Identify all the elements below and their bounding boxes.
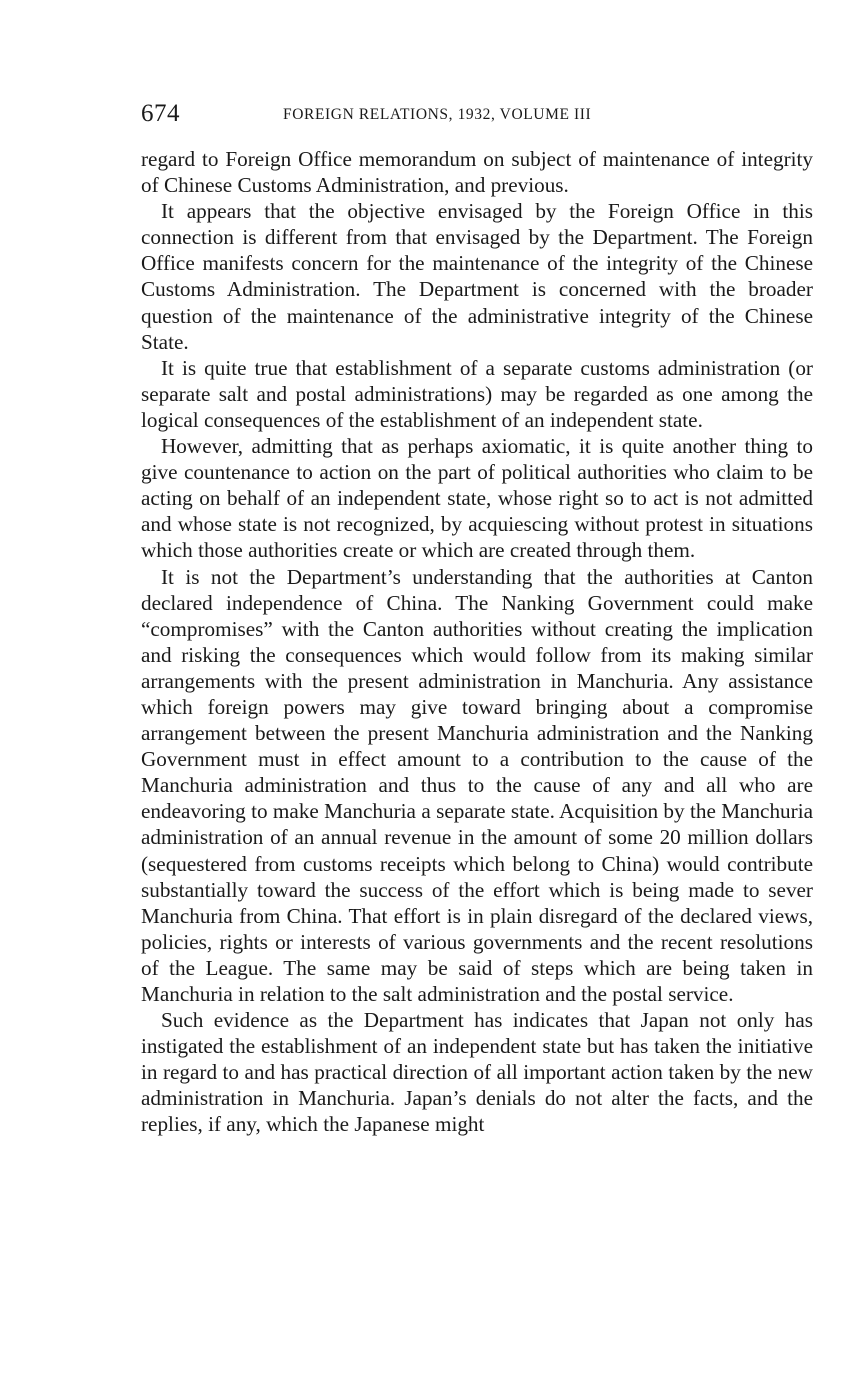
paragraph-countenance: However, admitting that as perhaps axiomatic, it is quite another thing to give countenance to action on the part of political authorities who claim to be acting on behalf of an independent state, whose right so to act is not admitted and whose state is not recognized, by acquiescing without protest in situations which those authorities create or which are created through them. — [141, 434, 813, 563]
paragraph-japan-evidence: Such evidence as the Department has indicates that Japan not only has instigated the establishment of an independent state but has taken the initiative in regard to and has practical direction of all important action taken by the new administration in Manchuria. Japan’s denials do not alter the facts, and the replies, if any, which the Japanese might — [141, 1008, 813, 1137]
paragraph-objective: It appears that the objective envisaged by the Foreign Office in this connection is different from that envisaged by the Department. The Foreign Office manifests concern for the maintenance of the integrity of the Chinese Customs Administration. The Department is concerned with the broader question of the maintenance of the administrative integrity of the Chinese State. — [141, 199, 813, 354]
body-text — [141, 146, 813, 1138]
paragraph-continuation: regard to Foreign Office memorandum on subject of maintenance of integrity of Chinese Customs Administration, and previous. — [141, 147, 813, 198]
paragraph-separate-customs: It is quite true that establishment of a separate customs administration (or separate salt and postal administrations) may be regarded as one among the logical consequences of the establishment of an independent state. — [141, 355, 813, 432]
running-title: FOREIGN RELATIONS, 1932, VOLUME III — [283, 106, 592, 123]
page-header — [141, 100, 813, 136]
paragraph-canton: It is not the Department’s understanding that the authorities at Canton declared independence of China. The Nanking Government could make “compromises” with the Canton authorities without creating the implication and risking the consequences which would follow from its making similar arrangements with the present administration in Manchuria. Any assistance which foreign powers may give toward bringing about a compromise arrangement between the present Manchuria administration and the Nanking Government must in effect amount to a contribution to the cause of the Manchuria administration and thus to the cause of any and all who are endeavoring to make Manchuria a separate state. Acquisition by the Manchuria administration of an annual revenue in the amount of some 20 million dollars (sequestered from customs receipts which belong to China) would contribute substantially toward the success of the effort which is being made to sever Manchuria from China. That effort is in plain disregard of the declared views, policies, rights or interests of various governments and the recent resolutions of the League. The same may be said of steps which are being taken in Manchuria in relation to the salt administration and the postal service. — [141, 564, 813, 1006]
page-number: 674 — [141, 100, 180, 127]
